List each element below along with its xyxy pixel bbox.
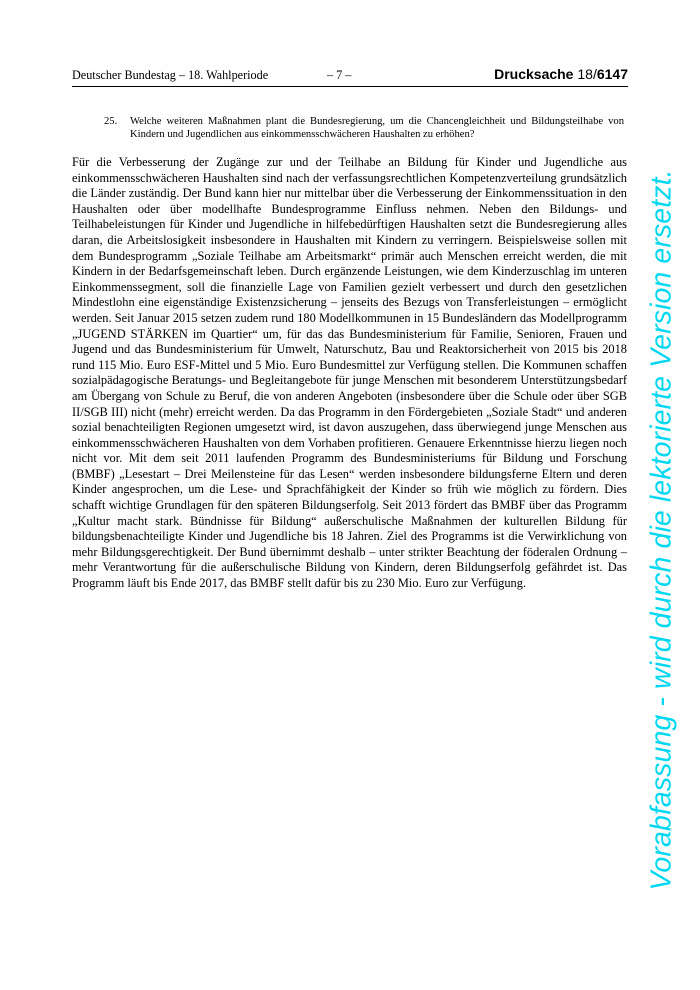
- drucksache-number: 6147: [596, 66, 628, 82]
- question-text: Welche weiteren Maßnahmen plant die Bundesregierung, um die Chancengleichheit und Bildungsteilhabe von Kindern und Jugendlichen aus einkommensschwächeren Haushalten zu erhöhen?: [130, 116, 624, 140]
- page-number: – 7 –: [327, 68, 352, 82]
- draft-watermark: Vorabfassung - wird durch die lektorierte Version ersetzt.: [645, 169, 678, 891]
- answer-paragraph: Für die Verbesserung der Zugänge zur und der Teilhabe an Bildung für Kinder und Jugendliche aus einkommensschwächeren Haushalten sind nach der verfassungsrechtlichen Kompetenzverteilung grundsätzlich die Länder zuständig. Der Bund kann hier nur mittelbar über die Verbesserung der Einkommenssituation in den Haushalten oder über modellhafte Bundesprogramme Einfluss nehmen. Neben den Bildungs- und Teilhabeleistungen für Kinder und Jugendliche in hilfebedürftigen Haushalten setzt die Bundesregierung alles daran, die Arbeitslosigkeit insbesondere in Haushalten mit Kindern zu verringern. Beispielsweise sollen mit dem Bundesprogramm „Soziale Teilhabe am Arbeitsmarkt“ primär auch Menschen erreicht werden, die mit Kindern in der Bedarfsgemeinschaft leben. Durch ergänzende Leistungen, wie dem Kinderzuschlag im unteren Einkommenssegment, soll die finanzielle Lage von Familien gezielt verbessert und durch den gesetzlichen Mindestlohn eine eigenständige Existenzsicherung – jenseits des Bezugs von Transferleistungen – ermöglicht werden. Seit Januar 2015 setzen zudem rund 180 Modellkommunen in 15 Bundesländern das Modellprogramm „JUGEND STÄRKEN im Quartier“ um, für das das Bundesministerium für Familie, Senioren, Frauen und Jugend und das Bundesministerium für Umwelt, Naturschutz, Bau und Reaktorsicherheit von 2015 bis 2018 rund 115 Mio. Euro ESF-Mittel und 5 Mio. Euro Bundesmittel zur Verfügung stellen. Die Kommunen schaffen sozialpädagogische Beratungs- und Begleitangebote für junge Menschen mit besonderem Unterstützungsbedarf am Übergang von Schule zu Beruf, die von anderen Angeboten (insbesondere über die Schule oder über SGB II/SGB III) nicht (mehr) erreicht werden. Da das Programm in den Fördergebieten „Soziale Stadt“ und anderen sozial benachteiligten Regionen umgesetzt wird, ist davon auszugehen, dass überwiegend junge Menschen aus einkommensschwächeren Haushalten von dem Vorhaben profitieren. Genauere Erkenntnisse hierzu liegen noch nicht vor. Mit dem seit 2011 laufenden Programm des Bundesministeriums für Bildung und Forschung (BMBF) „Lesestart – Drei Meilensteine für das Lesen“ werden insbesondere bildungsferne Eltern und deren Kinder angesprochen, um die Lese- und Sprachfähigkeit der Kinder so früh wie möglich zu fördern. Dies schafft wichtige Grundlagen für den späteren Bildungserfolg. Seit 2013 fördert das BMBF über das Programm „Kultur macht stark. Bündnisse für Bildung“ außerschulische Maßnahmen der kulturellen Bildung für bildungsbenachteiligte Kinder und Jugendliche bis 18 Jahren. Ziel des Programms ist die Verwirklichung von mehr Bildungsgerechtigkeit. Der Bund übernimmt deshalb – unter strikter Beachtung der föderalen Ordnung – mehr Verantwortung für die außerschulische Bildung von Kindern, deren Bildungserfolg gefährdet ist. Das Programm läuft bis Ende 2017, das BMBF stellt dafür bis zu 230 Mio. Euro zur Verfügung.: [72, 155, 627, 591]
- drucksache-label: Drucksache: [494, 66, 574, 82]
- page-header: [72, 68, 628, 86]
- header-rule: [72, 86, 628, 87]
- drucksache-reference: [494, 66, 628, 82]
- question-block: [104, 115, 624, 141]
- publication-title: Deutscher Bundestag – 18. Wahlperiode: [72, 68, 269, 82]
- drucksache-prefix: 18/: [577, 66, 597, 82]
- question-number: 25.: [104, 116, 118, 127]
